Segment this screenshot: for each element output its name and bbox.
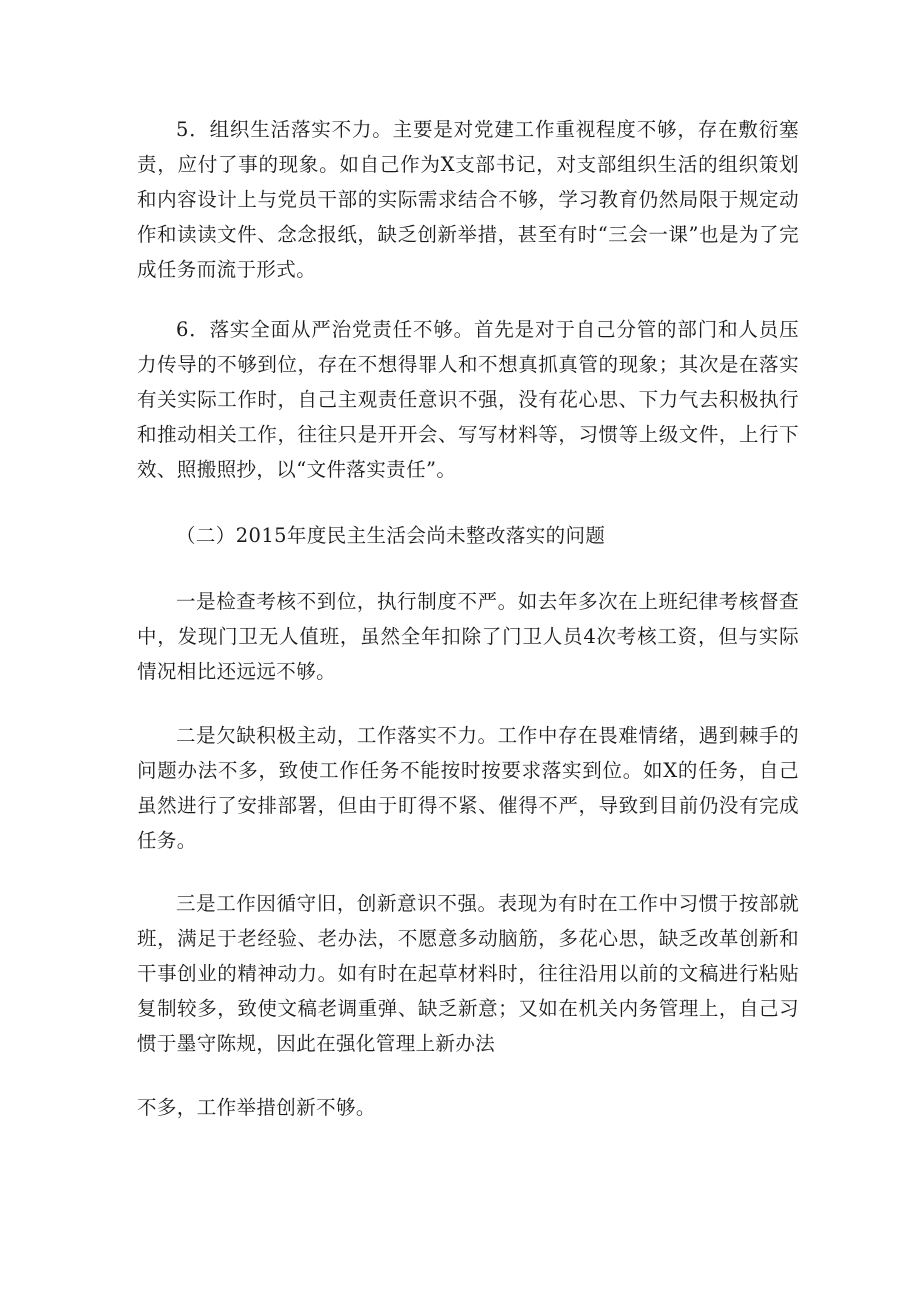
paragraph-lack-of-initiative: 二是欠缺积极主动，工作落实不力。工作中存在畏难情绪，遇到棘手的问题办法不多，致使工作任务不能按时按要求落实到位。如X的任务，自己虽然进行了安排部署，但由于盯得不紧、催得不严，导致到目前仍没有完成任务。 xyxy=(137,724,799,852)
paragraph-continuation: 不多，工作举措创新不够。 xyxy=(137,1096,376,1119)
paragraph-organization-life: 5．组织生活落实不力。主要是对党建工作重视程度不够，存在敷衍塞责，应付了事的现象。如自己作为X支部书记，对支部组织生活的组织策划和内容设计上与党员干部的实际需求结合不够，学习教育仍然局限于规定动作和读读文件、念念报纸，缺乏创新举措，甚至有时“三会一课”也是为了完成任务而流于形式。 xyxy=(137,118,799,281)
paragraph-inspection-assessment: 一是检查考核不到位，执行制度不严。如去年多次在上班纪律考核督查中，发现门卫无人值班，虽然全年扣除了门卫人员4次考核工资，但与实际情况相比还远远不够。 xyxy=(137,590,799,683)
section-heading-2015-issues: （二）2015年度民主生活会尚未整改落实的问题 xyxy=(176,524,606,547)
paragraph-party-responsibility: 6．落实全面从严治党责任不够。首先是对于自己分管的部门和人员压力传导的不够到位，存在不想得罪人和不想真抓真管的现象；其次是在落实有关实际工作时，自己主观责任意识不强，没有花心思、下力气去积极执行和推动相关工作，往往只是开开会、写写材料等，习惯等上级文件，上行下效、照搬照抄，以“文件落实责任”。 xyxy=(137,318,799,481)
paragraph-lack-of-innovation: 三是工作因循守旧，创新意识不强。表现为有时在工作中习惯于按部就班，满足于老经验、老办法，不愿意多动脑筋，多花心思，缺乏改革创新和干事创业的精神动力。如有时在起草材料时，往往沿用以前的文稿进行粘贴复制较多，致使文稿老调重弹、缺乏新意；又如在机关内务管理上，自己习惯于墨守陈规，因此在强化管理上新办法 xyxy=(137,892,799,1055)
